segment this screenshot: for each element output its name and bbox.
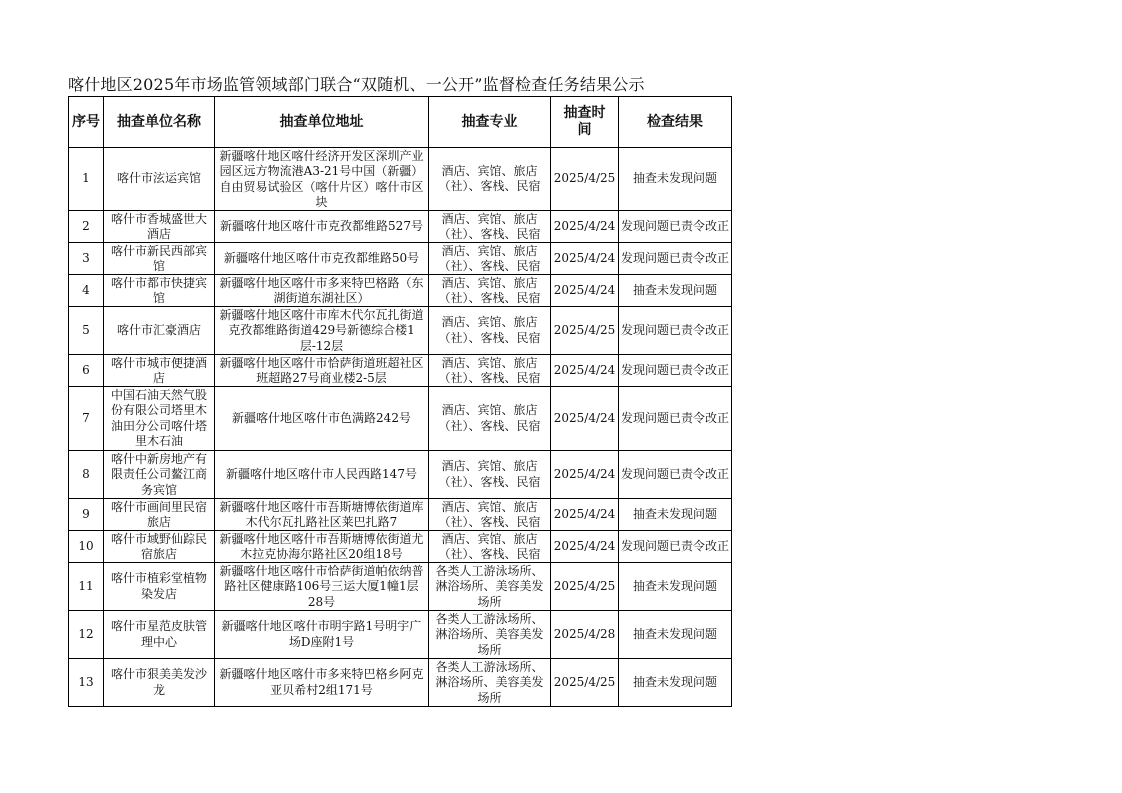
- table-row: [69, 659, 732, 707]
- cell-category-container: [429, 387, 551, 451]
- cell-unit-name: 喀什市香城盛世大酒店: [110, 211, 207, 241]
- cell-no: 2: [82, 218, 90, 233]
- cell-date: 2025/4/24: [553, 410, 616, 425]
- table-row: [69, 275, 732, 307]
- table-row: [69, 307, 732, 355]
- cell-unit-name: 喀什市画间里民宿旅店: [110, 499, 207, 529]
- cell-date: 2025/4/25: [553, 171, 616, 186]
- cell-date-container: [551, 563, 619, 611]
- cell-result: 发现问题已责令改正: [621, 466, 729, 481]
- cell-address-container: [215, 275, 429, 307]
- cell-result: 发现问题已责令改正: [621, 362, 729, 377]
- cell-no: 3: [82, 250, 90, 265]
- cell-unit-name-container: [104, 211, 215, 243]
- cell-address: 新疆喀什地区喀什市库木代尔瓦扎街道克孜都维路街道429号新德综合楼1层-12层: [219, 307, 424, 353]
- cell-no: 12: [78, 626, 94, 641]
- cell-address: 新疆喀什地区喀什市克孜都维路527号: [220, 218, 423, 233]
- cell-unit-name: 中国石油天然气股份有限公司塔里木油田分公司喀什塔里木石油: [110, 387, 207, 448]
- cell-category-container: [429, 531, 551, 563]
- cell-no-container: [69, 499, 104, 531]
- cell-unit-name-container: [104, 387, 215, 451]
- cell-address-container: [215, 387, 429, 451]
- header-no: 序号: [69, 97, 104, 148]
- cell-date-container: [551, 659, 619, 707]
- cell-result-container: [619, 659, 732, 707]
- cell-category: 酒店、宾馆、旅店（社）、客栈、民宿: [438, 243, 541, 273]
- cell-address-container: [215, 451, 429, 499]
- table-row: [69, 387, 732, 451]
- cell-address-container: [215, 531, 429, 563]
- cell-address-container: [215, 563, 429, 611]
- cell-result-container: [619, 211, 732, 243]
- cell-date-container: [551, 275, 619, 307]
- cell-date-container: [551, 451, 619, 499]
- cell-date: 2025/4/28: [553, 626, 616, 641]
- cell-category: 各类人工游泳场所、淋浴场所、美容美发场所: [435, 611, 544, 657]
- cell-address: 新疆喀什地区喀什市恰萨街道帕依纳普路社区健康路106号三运大厦1幢1层28号: [219, 563, 424, 609]
- cell-category-container: [429, 243, 551, 275]
- cell-no: 11: [78, 578, 94, 593]
- cell-no-container: [69, 531, 104, 563]
- cell-address: 新疆喀什地区喀什市多来特巴格乡阿克亚贝希村2组171号: [219, 667, 424, 697]
- cell-category: 各类人工游泳场所、淋浴场所、美容美发场所: [435, 563, 544, 609]
- cell-no: 1: [82, 171, 90, 186]
- table-row: [69, 531, 732, 563]
- cell-date-container: [551, 243, 619, 275]
- cell-result-container: [619, 243, 732, 275]
- cell-result: 发现问题已责令改正: [621, 218, 729, 233]
- cell-result-container: [619, 451, 732, 499]
- cell-unit-name: 喀什市新民西部宾馆: [110, 243, 207, 273]
- cell-no: 4: [82, 282, 90, 297]
- cell-category-container: [429, 499, 551, 531]
- cell-no-container: [69, 275, 104, 307]
- header-date: 抽查时间: [551, 97, 619, 148]
- cell-result: 发现问题已责令改正: [621, 538, 729, 553]
- cell-address-container: [215, 355, 429, 387]
- cell-address: 新疆喀什地区喀什市吾斯塘博依街道库木代尔瓦扎路社区莱巴扎路7: [219, 499, 424, 529]
- cell-no: 8: [82, 466, 90, 481]
- table-row: [69, 451, 732, 499]
- cell-unit-name-container: [104, 531, 215, 563]
- cell-unit-name-container: [104, 355, 215, 387]
- cell-unit-name-container: [104, 563, 215, 611]
- cell-result: 抽查未发现问题: [632, 674, 717, 689]
- header-name: 抽查单位名称: [104, 97, 215, 148]
- cell-category: 酒店、宾馆、旅店（社）、客栈、民宿: [438, 459, 541, 489]
- cell-category: 酒店、宾馆、旅店（社）、客栈、民宿: [438, 403, 541, 433]
- cell-date: 2025/4/24: [553, 506, 616, 521]
- cell-date-container: [551, 499, 619, 531]
- cell-date: 2025/4/24: [553, 362, 616, 377]
- cell-address-container: [215, 611, 429, 659]
- cell-result: 抽查未发现问题: [632, 578, 717, 593]
- cell-address-container: [215, 148, 429, 211]
- cell-unit-name-container: [104, 243, 215, 275]
- header-row: [69, 97, 732, 148]
- table-row: [69, 611, 732, 659]
- cell-no-container: [69, 243, 104, 275]
- cell-no-container: [69, 307, 104, 355]
- cell-no-container: [69, 355, 104, 387]
- cell-no-container: [69, 387, 104, 451]
- cell-no: 6: [82, 362, 90, 377]
- cell-category-container: [429, 211, 551, 243]
- cell-date: 2025/4/24: [553, 282, 616, 297]
- cell-date: 2025/4/24: [553, 466, 616, 481]
- table-row: [69, 355, 732, 387]
- cell-result: 抽查未发现问题: [632, 506, 717, 521]
- cell-category-container: [429, 563, 551, 611]
- cell-date: 2025/4/25: [553, 674, 616, 689]
- cell-no-container: [69, 611, 104, 659]
- cell-date-container: [551, 387, 619, 451]
- inspection-results-table: [68, 96, 732, 707]
- cell-address: 新疆喀什地区喀什市人民西路147号: [226, 466, 417, 481]
- cell-unit-name-container: [104, 275, 215, 307]
- cell-address: 新疆喀什地区喀什市克孜都维路50号: [223, 250, 420, 265]
- table-row: [69, 148, 732, 211]
- cell-address: 新疆喀什地区喀什经济开发区深圳产业园区远方物流港A3-21号中国（新疆）自由贸易试验区（喀什片区）喀什市区块: [219, 148, 424, 209]
- cell-date: 2025/4/25: [553, 322, 616, 337]
- cell-category-container: [429, 451, 551, 499]
- cell-no: 5: [82, 322, 90, 337]
- header-address: 抽查单位地址: [215, 97, 429, 148]
- cell-address-container: [215, 659, 429, 707]
- cell-no-container: [69, 211, 104, 243]
- cell-date: 2025/4/24: [553, 218, 616, 233]
- cell-result-container: [619, 275, 732, 307]
- cell-date-container: [551, 148, 619, 211]
- cell-result-container: [619, 387, 732, 451]
- cell-result: 发现问题已责令改正: [621, 410, 729, 425]
- cell-address-container: [215, 499, 429, 531]
- cell-address: 新疆喀什地区喀什市恰萨街道班超社区班超路27号商业楼2-5层: [219, 355, 424, 385]
- cell-category: 各类人工游泳场所、淋浴场所、美容美发场所: [435, 659, 544, 705]
- cell-date: 2025/4/25: [553, 578, 616, 593]
- cell-unit-name: 喀什市汇豪酒店: [116, 322, 201, 337]
- header-result: 检查结果: [619, 97, 732, 148]
- table-row: [69, 563, 732, 611]
- cell-date-container: [551, 211, 619, 243]
- cell-result-container: [619, 531, 732, 563]
- cell-unit-name: 喀什市域野仙踪民宿旅店: [110, 531, 207, 561]
- table-row: [69, 243, 732, 275]
- cell-category-container: [429, 307, 551, 355]
- cell-result: 抽查未发现问题: [632, 626, 717, 641]
- cell-unit-name: 喀什市泫运宾馆: [116, 171, 201, 186]
- cell-unit-name: 喀什中新房地产有限责任公司鳌江商务宾馆: [110, 451, 207, 497]
- cell-address: 新疆喀什地区喀什市多来特巴格路（东湖街道东湖社区）: [219, 275, 424, 305]
- cell-no: 7: [82, 410, 90, 425]
- cell-category-container: [429, 275, 551, 307]
- table-row: [69, 211, 732, 243]
- cell-date: 2025/4/24: [553, 538, 616, 553]
- cell-no: 9: [82, 506, 90, 521]
- cell-date-container: [551, 307, 619, 355]
- cell-no: 13: [78, 674, 94, 689]
- cell-address-container: [215, 243, 429, 275]
- cell-result-container: [619, 499, 732, 531]
- page-title: 喀什地区2025年市场监管领域部门联合“双随机、一公开”监督检查任务结果公示: [68, 75, 645, 94]
- cell-unit-name-container: [104, 611, 215, 659]
- cell-no-container: [69, 451, 104, 499]
- cell-result: 发现问题已责令改正: [621, 250, 729, 265]
- cell-category: 酒店、宾馆、旅店（社）、客栈、民宿: [438, 211, 541, 241]
- cell-address: 新疆喀什地区喀什市吾斯塘博依街道尤木拉克协海尔路社区20组18号: [219, 531, 424, 561]
- cell-date-container: [551, 355, 619, 387]
- header-category: 抽查专业: [429, 97, 551, 148]
- cell-no-container: [69, 148, 104, 211]
- cell-unit-name-container: [104, 451, 215, 499]
- cell-unit-name: 喀什市星范皮肤管理中心: [110, 619, 207, 649]
- cell-date-container: [551, 531, 619, 563]
- cell-unit-name-container: [104, 307, 215, 355]
- cell-date-container: [551, 611, 619, 659]
- cell-result-container: [619, 611, 732, 659]
- cell-result: 抽查未发现问题: [632, 171, 717, 186]
- cell-category-container: [429, 659, 551, 707]
- cell-date: 2025/4/24: [553, 250, 616, 265]
- cell-no: 10: [78, 538, 94, 553]
- cell-unit-name: 喀什市狠美美发沙龙: [110, 667, 207, 697]
- cell-address: 新疆喀什地区喀什市色满路242号: [232, 410, 411, 425]
- cell-address-container: [215, 211, 429, 243]
- cell-address-container: [215, 307, 429, 355]
- cell-unit-name-container: [104, 499, 215, 531]
- cell-category: 酒店、宾馆、旅店（社）、客栈、民宿: [438, 499, 541, 529]
- cell-no-container: [69, 659, 104, 707]
- cell-category: 酒店、宾馆、旅店（社）、客栈、民宿: [438, 163, 541, 193]
- cell-category-container: [429, 148, 551, 211]
- cell-result: 发现问题已责令改正: [621, 322, 729, 337]
- cell-category: 酒店、宾馆、旅店（社）、客栈、民宿: [438, 275, 541, 305]
- cell-category: 酒店、宾馆、旅店（社）、客栈、民宿: [438, 315, 541, 345]
- cell-unit-name: 喀什市都市快捷宾馆: [110, 275, 207, 305]
- cell-category: 酒店、宾馆、旅店（社）、客栈、民宿: [438, 355, 541, 385]
- cell-result-container: [619, 355, 732, 387]
- cell-category: 酒店、宾馆、旅店（社）、客栈、民宿: [438, 531, 541, 561]
- cell-unit-name: 喀什市城市便捷酒店: [110, 355, 207, 385]
- table-row: [69, 499, 732, 531]
- cell-result: 抽查未发现问题: [632, 282, 717, 297]
- cell-unit-name-container: [104, 148, 215, 211]
- cell-address: 新疆喀什地区喀什市明宇路1号明宇广场D座附1号: [221, 619, 422, 649]
- cell-unit-name-container: [104, 659, 215, 707]
- cell-result-container: [619, 148, 732, 211]
- cell-unit-name: 喀什市植彩堂植物染发店: [110, 571, 207, 601]
- cell-category-container: [429, 355, 551, 387]
- cell-no-container: [69, 563, 104, 611]
- cell-result-container: [619, 307, 732, 355]
- cell-result-container: [619, 563, 732, 611]
- cell-category-container: [429, 611, 551, 659]
